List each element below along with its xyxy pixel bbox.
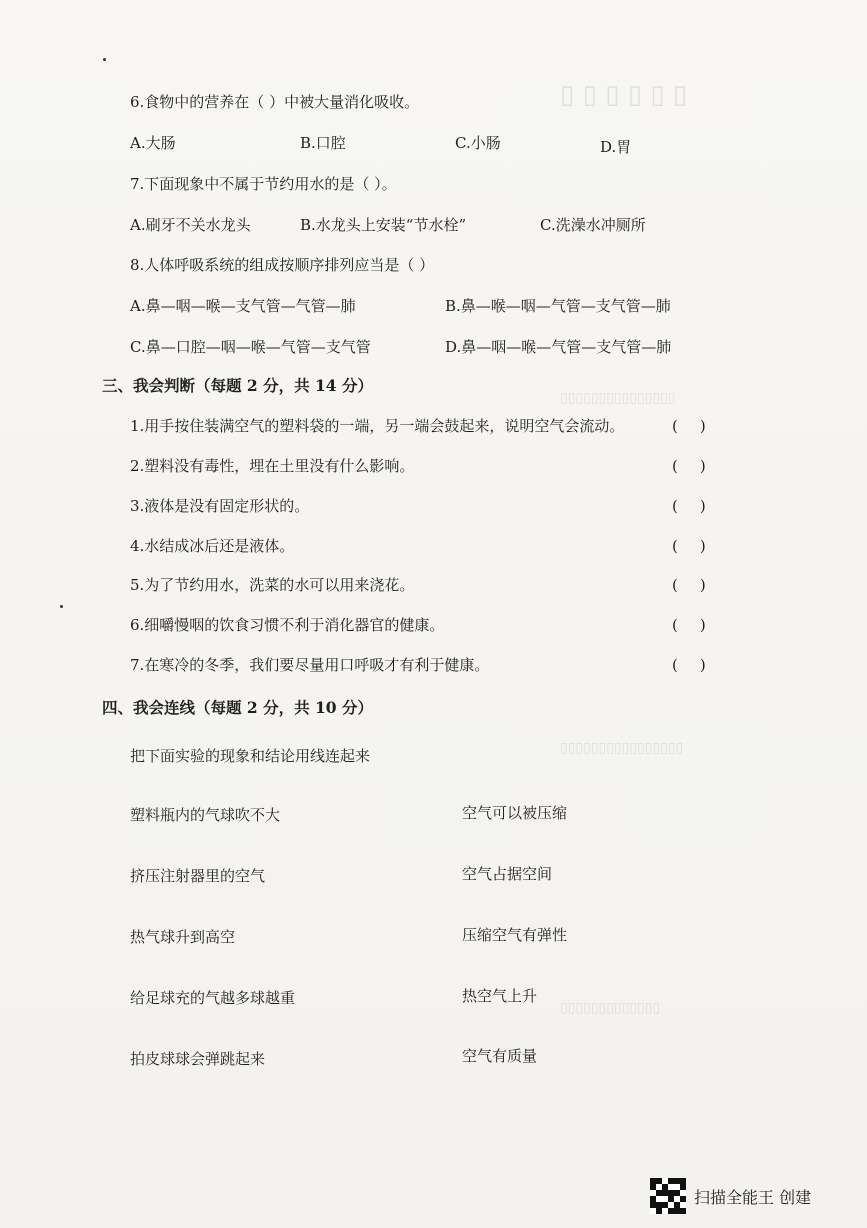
q7-option-a: A.刷牙不关水龙头 bbox=[130, 216, 251, 234]
scanner-watermark bbox=[650, 1178, 811, 1214]
section-4-title: 四、我会连线（每题 2 分，共 10 分） bbox=[102, 698, 373, 717]
match-right-3[interactable]: 压缩空气有弹性 bbox=[462, 926, 568, 944]
match-left-1[interactable]: 塑料瓶内的气球吹不大 bbox=[130, 806, 281, 824]
judge-item-7: 7.在寒冷的冬季，我们要尽量用口呼吸才有利于健康。 bbox=[130, 656, 490, 674]
match-right-1[interactable]: 空气可以被压缩 bbox=[462, 804, 568, 822]
q7-option-b: B.水龙头上安装“节水栓” bbox=[300, 216, 467, 234]
q8-option-b: B.鼻—喉—咽—气管—支气管—肺 bbox=[445, 297, 671, 315]
q6-option-d: D.胃 bbox=[600, 138, 632, 156]
judge-item-6: 6.细嚼慢咽的饮食习惯不利于消化器官的健康。 bbox=[130, 616, 445, 634]
answer-paren-5[interactable]: ( ) bbox=[672, 576, 706, 594]
scanner-brand-text: 扫描全能王 创建 bbox=[694, 1187, 812, 1207]
match-left-4[interactable]: 给足球充的气越多球越重 bbox=[130, 989, 296, 1007]
scan-speck bbox=[60, 605, 63, 608]
match-left-3[interactable]: 热气球升到高空 bbox=[130, 928, 236, 946]
match-right-2[interactable]: 空气占据空间 bbox=[462, 865, 553, 883]
match-left-5[interactable]: 拍皮球球会弹跳起来 bbox=[130, 1050, 266, 1068]
answer-paren-7[interactable]: ( ) bbox=[672, 656, 706, 674]
section-4-instruction: 把下面实验的现象和结论用线连起来 bbox=[130, 747, 371, 765]
section-3-title: 三、我会判断（每题 2 分，共 14 分） bbox=[102, 376, 373, 395]
judge-item-3: 3.液体是没有固定形状的。 bbox=[130, 497, 310, 515]
answer-paren-1[interactable]: ( ) bbox=[672, 417, 706, 435]
question-8-stem: 8.人体呼吸系统的组成按顺序排列应当是（ ） bbox=[130, 256, 435, 274]
q6-option-a: A.大肠 bbox=[130, 134, 176, 152]
match-right-4[interactable]: 热空气上升 bbox=[462, 987, 538, 1005]
scan-speck bbox=[103, 58, 106, 61]
judge-item-5: 5.为了节约用水，洗菜的水可以用来浇花。 bbox=[130, 576, 415, 594]
answer-paren-4[interactable]: ( ) bbox=[672, 537, 706, 555]
qr-code-icon bbox=[650, 1178, 686, 1214]
question-7-stem: 7.下面现象中不属于节约用水的是（ ）。 bbox=[130, 175, 397, 193]
q8-option-c: C.鼻—口腔—咽—喉—气管—支气管 bbox=[130, 338, 371, 356]
q6-option-b: B.口腔 bbox=[300, 134, 346, 152]
bleed-through-mark: ▯▯▯▯▯▯▯▯▯▯▯▯▯ bbox=[560, 1000, 661, 1016]
match-right-5[interactable]: 空气有质量 bbox=[462, 1047, 538, 1065]
question-6-stem: 6.食物中的营养在（ ）中被大量消化吸收。 bbox=[130, 93, 420, 111]
answer-paren-6[interactable]: ( ) bbox=[672, 616, 706, 634]
q6-option-c: C.小肠 bbox=[455, 134, 501, 152]
judge-item-4: 4.水结成冰后还是液体。 bbox=[130, 537, 295, 555]
q8-option-d: D.鼻—咽—喉—气管—支气管—肺 bbox=[445, 338, 672, 356]
answer-paren-3[interactable]: ( ) bbox=[672, 497, 706, 515]
judge-item-2: 2.塑料没有毒性，埋在土里没有什么影响。 bbox=[130, 457, 415, 475]
q7-option-c: C.洗澡水冲厕所 bbox=[540, 216, 646, 234]
bleed-through-mark: ▯▯▯▯▯▯▯▯▯▯▯▯▯▯▯▯ bbox=[560, 740, 684, 756]
bleed-through-mark: ▯ ▯ ▯ ▯ ▯ ▯ bbox=[560, 80, 688, 110]
match-left-2[interactable]: 挤压注射器里的空气 bbox=[130, 867, 266, 885]
q8-option-a: A.鼻—咽—喉—支气管—气管—肺 bbox=[130, 297, 356, 315]
judge-item-1: 1.用手按住装满空气的塑料袋的一端，另一端会鼓起来，说明空气会流动。 bbox=[130, 417, 625, 435]
bleed-through-mark: ▯▯▯▯▯▯▯▯▯▯▯▯▯▯▯ bbox=[560, 390, 676, 406]
answer-paren-2[interactable]: ( ) bbox=[672, 457, 706, 475]
